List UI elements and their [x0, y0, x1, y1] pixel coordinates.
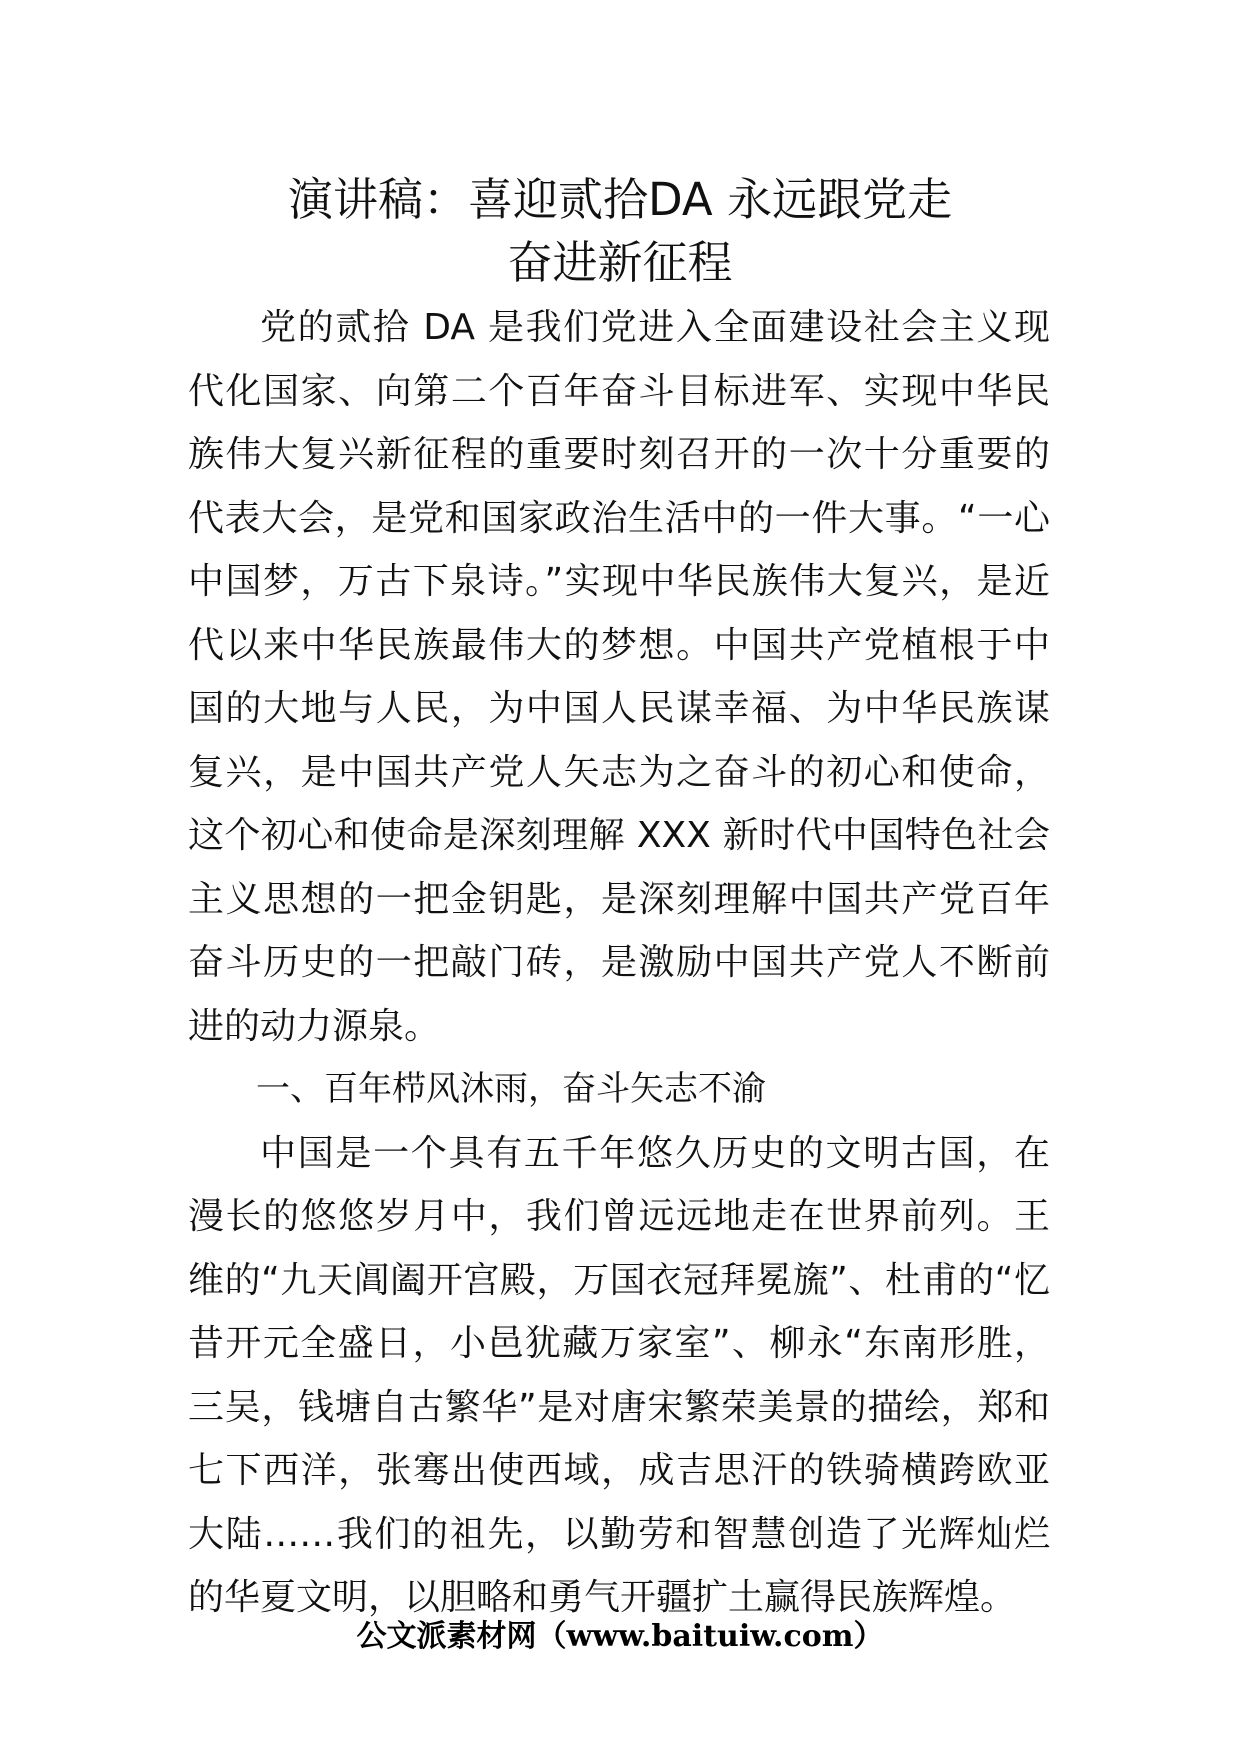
footer-source-text: 公文派素材网（www.baituiw.com）: [356, 1619, 884, 1654]
document-title-line-2: 奋进新征程: [507, 236, 733, 289]
section-heading-1: 一、百年栉风沐雨，奋斗矢志不渝: [256, 1069, 766, 1109]
document-title-line-1: 演讲稿：喜迎贰拾DA 永远跟党走: [288, 173, 952, 226]
body-paragraph-intro: 党的贰拾 DA 是我们党进入全面建设社会主义现代化国家、向第二个百年奋斗目标进军、实现中华民族伟大复兴新征程的重要时刻召开的一次十分重要的代表大会，是党和国家政治生活中的一件大事。“一心中国梦，万古下泉诗。”实现中华民族伟大复兴，是近代以来中华民族最伟大的梦想。中国共产党植根于中国的大地与人民，为中国人民谋幸福、为中华民族谋复兴，是中国共产党人矢志为之奋斗的初心和使命，这个初心和使命是深刻理解 XXX 新时代中国特色社会主义思想的一把金钥匙，是深刻理解中国共产党百年奋斗历史的一把敲门砖，是激励中国共产党人不断前进的动力源泉。: [188, 307, 1050, 1047]
document-body: [188, 296, 1050, 1630]
body-paragraph-history: 中国是一个具有五千年悠久历史的文明古国，在漫长的悠悠岁月中，我们曾远远地走在世界前列。王维的“九天阊阖开宫殿，万国衣冠拜冕旒”、杜甫的“忆昔开元全盛日，小邑犹藏万家室”、柳永“东南形胜，三吴，钱塘自古繁华”是对唐宋繁荣美景的描绘，郑和七下西洋，张骞出使西域，成吉思汗的铁骑横跨欧亚大陆……我们的祖先，以勤劳和智慧创造了光辉灿烂的华夏文明，以胆略和勇气开疆扩土赢得民族辉煌。: [188, 1132, 1050, 1618]
